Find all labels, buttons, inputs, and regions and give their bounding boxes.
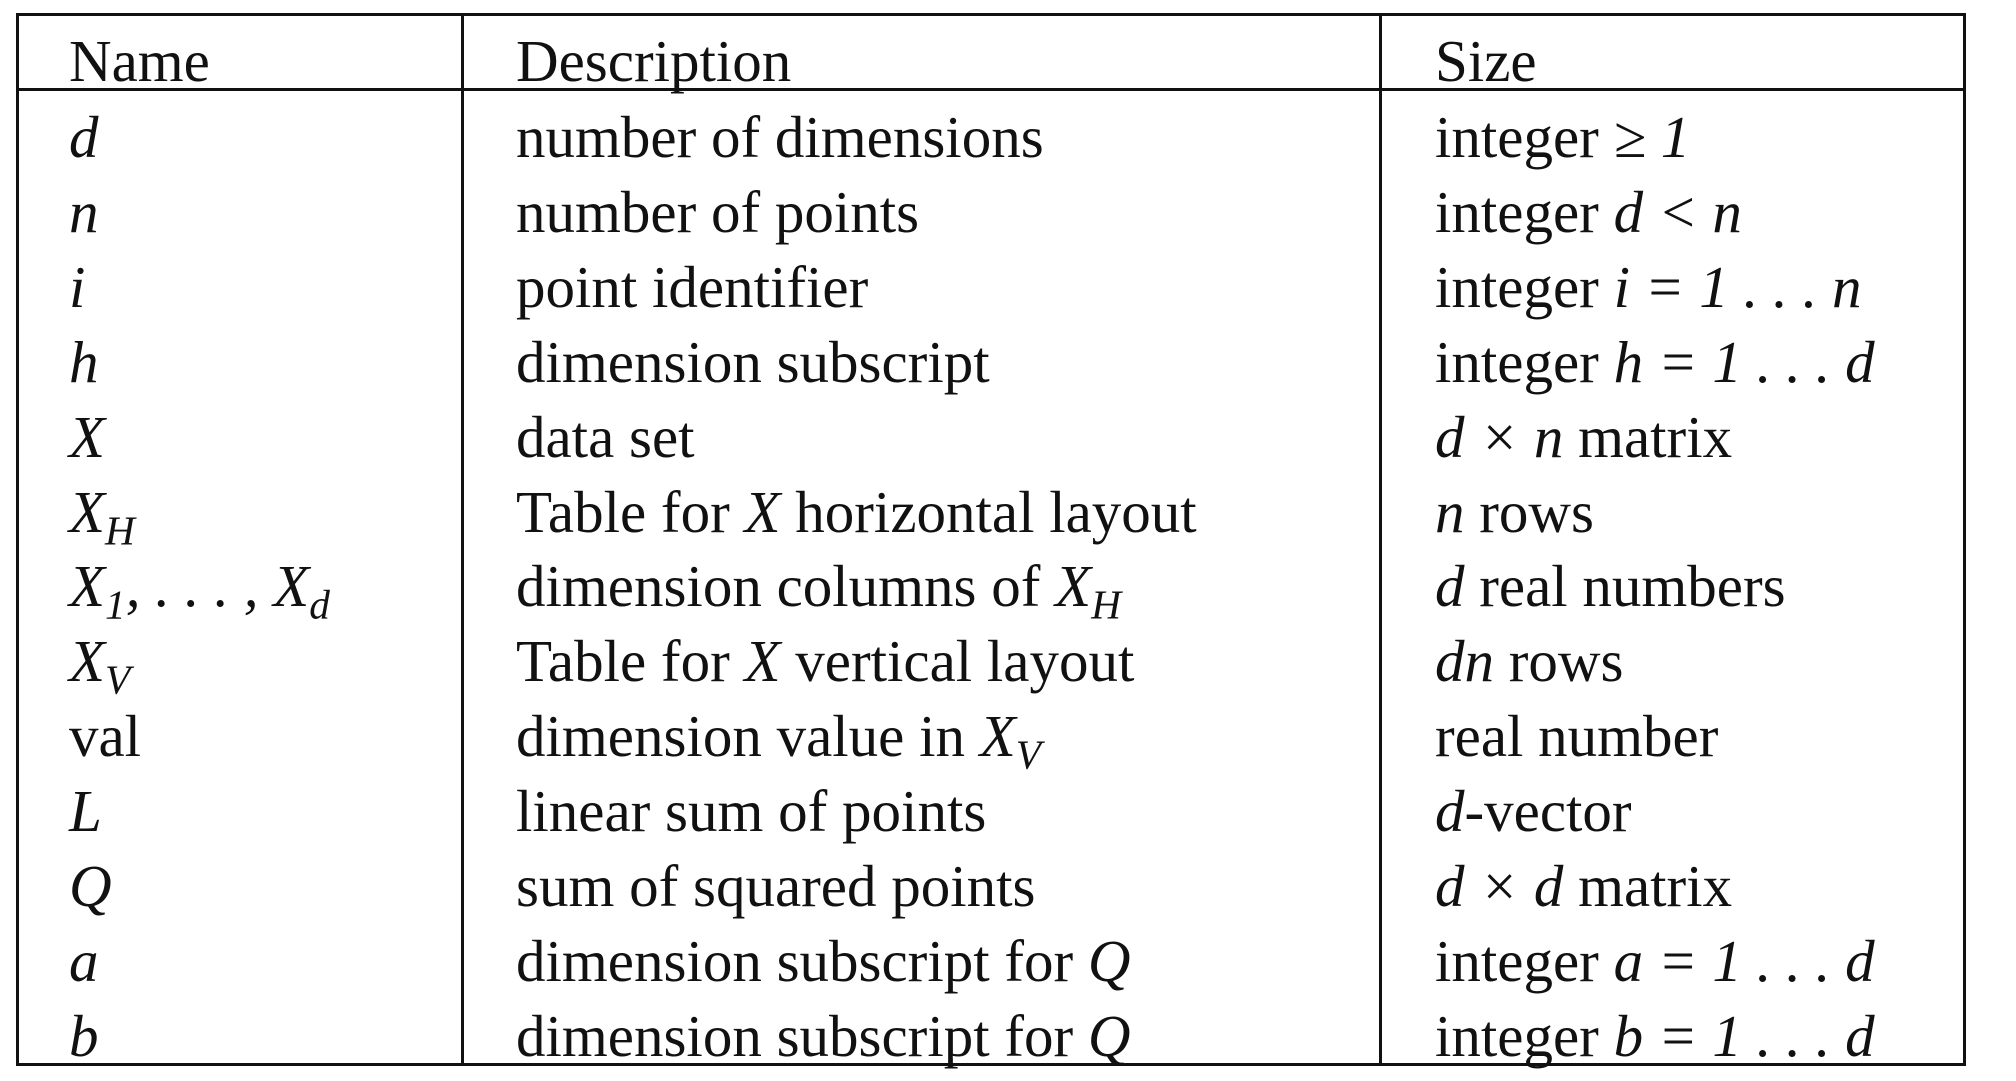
cell-text: -vector [1464, 778, 1632, 845]
size-cell [1435, 774, 1632, 849]
description-cell [516, 774, 986, 849]
cell-text: dimension value in [516, 703, 980, 770]
cell-text: i = 1 . . . n [1613, 253, 1862, 320]
description-cell [516, 475, 1197, 550]
name-cell [69, 549, 330, 628]
cell-text: n [1435, 478, 1465, 545]
cell-text: X [744, 628, 781, 695]
cell-text: Q [1087, 927, 1131, 994]
cell-text: b [69, 1002, 99, 1069]
cell-text: integer [1435, 253, 1614, 320]
cell-text: sum of squared points [516, 853, 1036, 919]
description-cell [516, 325, 990, 400]
cell-text: X [69, 628, 106, 695]
cell-text: integer [1435, 1002, 1614, 1069]
name-cell [69, 400, 105, 475]
column-divider-name-description [461, 16, 464, 1063]
cell-text: h = 1 . . . d [1613, 328, 1875, 395]
cell-text: Q [69, 853, 112, 919]
cell-text: Table for [516, 628, 745, 695]
subscript: H [1091, 581, 1122, 628]
cell-text: X [979, 703, 1016, 770]
description-cell [516, 699, 1042, 778]
size-cell [1435, 549, 1786, 624]
description-cell [516, 250, 868, 325]
cell-text: dimension subscript for [516, 1002, 1088, 1069]
cell-text: horizontal layout [780, 478, 1197, 545]
name-cell [69, 475, 135, 553]
size-cell [1435, 475, 1594, 550]
cell-text: number of dimensions [516, 104, 1044, 170]
cell-text: d [69, 104, 99, 170]
cell-text: integer [1435, 178, 1614, 245]
cell-text: point identifier [516, 253, 869, 320]
cell-text: vertical layout [780, 628, 1135, 695]
cell-text: rows [1494, 628, 1624, 695]
cell-text: b = 1 . . . d [1613, 1002, 1875, 1069]
size-cell [1435, 175, 1742, 250]
cell-text: a = 1 . . . d [1613, 927, 1875, 994]
name-cell [69, 849, 112, 924]
cell-text: linear sum of points [516, 778, 987, 845]
cell-text: L [69, 778, 102, 845]
subscript: H [105, 506, 135, 553]
cell-text: h [69, 328, 99, 395]
header-divider [19, 88, 1963, 91]
cell-text: number of points [516, 178, 920, 245]
cell-text: n [69, 178, 99, 245]
size-cell [1435, 100, 1690, 175]
column-divider-description-size [1379, 16, 1382, 1063]
cell-text: X [69, 553, 106, 620]
cell-text: dn [1435, 628, 1494, 695]
name-cell [69, 250, 85, 325]
subscript: 1 [105, 581, 126, 628]
name-cell [69, 699, 141, 774]
size-cell [1435, 699, 1718, 774]
subscript: V [1015, 731, 1042, 778]
name-cell [69, 100, 99, 175]
size-cell [1435, 400, 1732, 475]
subscript: d [309, 581, 330, 628]
cell-text: matrix [1563, 403, 1733, 470]
cell-text: X [69, 478, 106, 545]
name-cell [69, 774, 102, 849]
notation-table [16, 13, 1966, 1069]
cell-text: integer [1435, 927, 1614, 994]
description-cell [516, 175, 919, 250]
description-cell [516, 549, 1122, 628]
cell-text: d [1435, 553, 1465, 620]
cell-text: d × n [1435, 403, 1564, 470]
cell-text: d < n [1613, 178, 1742, 245]
cell-text: dimension subscript [516, 328, 990, 395]
name-cell [69, 999, 99, 1074]
cell-text: X [744, 478, 781, 545]
cell-text: X [1055, 553, 1092, 620]
cell-text: integer [1435, 328, 1614, 395]
name-cell [69, 175, 99, 250]
cell-text: d [1435, 778, 1465, 845]
cell-text: Table for [516, 478, 745, 545]
description-cell [516, 100, 1044, 175]
cell-text: , . . . , [125, 553, 274, 620]
cell-text: dimension subscript for [516, 927, 1088, 994]
cell-text: a [69, 927, 99, 994]
name-cell [69, 924, 99, 999]
cell-text: ≥ 1 [1613, 104, 1691, 170]
name-cell [69, 624, 131, 703]
header-name: Name [69, 28, 210, 94]
cell-text: val [69, 703, 142, 770]
size-cell [1435, 624, 1623, 699]
cell-text: real numbers [1464, 553, 1786, 620]
description-cell [516, 924, 1131, 999]
cell-text: rows [1464, 478, 1594, 545]
cell-text: X [273, 553, 310, 620]
cell-text: data set [516, 403, 695, 470]
cell-text: real number [1435, 703, 1719, 770]
cell-text: d × d [1435, 853, 1564, 919]
size-cell [1435, 999, 1875, 1074]
cell-text: dimension columns of [516, 553, 1056, 620]
description-cell [516, 624, 1134, 699]
size-cell [1435, 250, 1862, 325]
cell-text: Q [1087, 1002, 1131, 1069]
cell-text: matrix [1563, 853, 1733, 919]
description-cell [516, 999, 1131, 1074]
size-cell [1435, 849, 1732, 924]
subscript: V [105, 656, 131, 703]
name-cell [69, 325, 99, 400]
size-cell [1435, 924, 1875, 999]
cell-text: i [69, 253, 86, 320]
description-cell [516, 400, 695, 475]
cell-text: X [69, 403, 106, 470]
header-size: Size [1435, 28, 1537, 94]
header-description: Description [516, 28, 792, 94]
cell-text: integer [1435, 104, 1614, 170]
size-cell [1435, 325, 1875, 400]
description-cell [516, 849, 1035, 924]
